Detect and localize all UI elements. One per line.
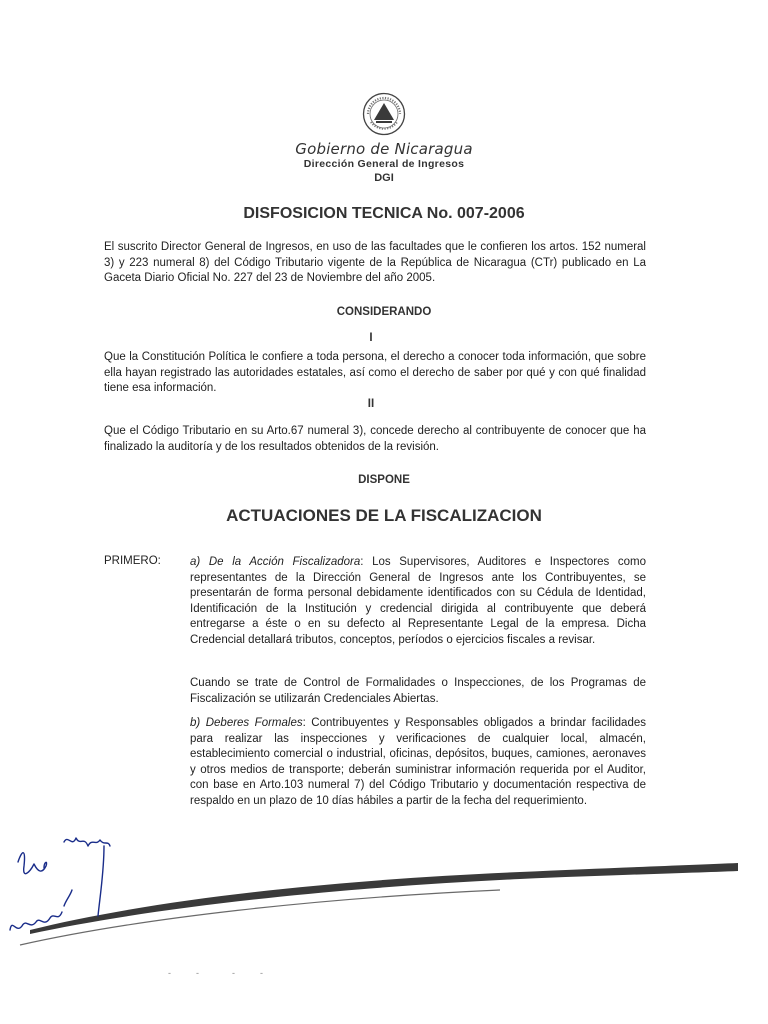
primero-a-text: : Los Supervisores, Auditores e Inspectores como representantes de la Dirección General de Ingresos ante los Contribuyentes, se presentarán de forma personal debidamente identificados con su Cédula de Identidad, Identificación de la Institución y credencial dirigida al contribuyente que deberá entregarse a éste o en su defecto al Representante Legal de la empresa. Dicha Credencial detallará tributos, conceptos, períodos o ejercicios fiscales a revisar.: [190, 556, 646, 646]
primero-label: PRIMERO:: [104, 555, 161, 567]
considerando-numeral-2: II: [367, 398, 375, 410]
primero-b-title: b) Deberes Formales: [190, 717, 303, 729]
document-title: DISFOSICION TECNICA No. 007-2006: [243, 205, 525, 222]
primero-a-title: a) De la Acción Fiscalizadora: [190, 556, 361, 568]
considerando-paragraph-2: Que el Código Tributario en su Arto.67 numeral 3), concede derecho al contribuyente de conocer que ha finalizado la auditoría y de los resultados obtenidos de la revisión.: [104, 425, 646, 453]
directorate-abbreviation: DGI: [374, 172, 394, 184]
considerando-heading: CONSIDERANDO: [336, 306, 432, 318]
scan-mark: -: [232, 968, 235, 978]
considerando-numeral-1: I: [369, 332, 373, 344]
scan-mark: -: [168, 968, 171, 978]
primero-control-paragraph: Cuando se trate de Control de Formalidades o Inspecciones, de los Programas de Fiscalización se utilizarán Credenciales Abiertas.: [190, 677, 646, 705]
intro-paragraph: El suscrito Director General de Ingresos, en uso de las facultades que le confieren los artos. 152 numeral 3) y 223 numeral 8) del Código Tributario vigente de la República de Nicaragua (CTr) publicado en La Gaceta Diario Oficial No. 227 del 23 de Noviembre del año 2005.: [104, 241, 646, 284]
considerando-paragraph-1: Que la Constitución Política le confiere a toda persona, el derecho a conocer toda información, que sobre ella hayan registrado las autoridades estatales, así como el derecho de saber por qué y con qué finalidad tiene esa información.: [104, 351, 646, 394]
primero-b-text: : Contribuyentes y Responsables obligados a brindar facilidades para realizar las inspecciones y verificaciones de cualquier local, almacén, establecimiento comercial o industrial, oficinas, depósitos, buques, camiones, aeronaves y otros medios de transporte; deberán suministrar información requerida por el Auditor, con base en Arto.103 numeral 7) del Código Tributario y documentación respectiva de respaldo en un plazo de 10 días hábiles a partir de la fecha del requerimiento.: [190, 717, 646, 807]
scan-mark: -: [260, 968, 263, 978]
dispone-heading: DISPONE: [358, 474, 410, 486]
directorate-name: Dirección General de Ingresos: [303, 158, 465, 170]
scan-mark: -: [196, 968, 199, 978]
section-heading: ACTUACIONES DE LA FISCALIZACION: [226, 506, 542, 525]
government-name: Gobierno de Nicaragua: [295, 140, 473, 158]
